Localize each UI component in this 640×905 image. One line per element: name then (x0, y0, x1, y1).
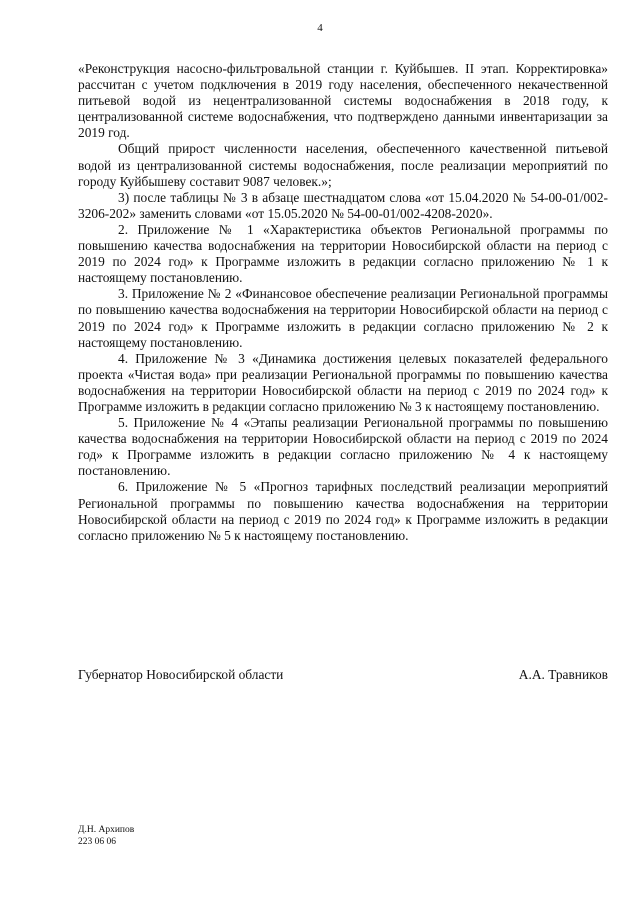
page-number: 4 (317, 22, 323, 34)
signature-block (78, 667, 608, 683)
executor-phone: 223 06 06 (78, 837, 116, 847)
signatory-name: А.А. Травников (518, 667, 608, 682)
executor-name: Д.Н. Архипов (78, 825, 135, 835)
paragraph-appendix-4: 5. Приложение № 4 «Этапы реализации Региональной программы по повышению качества водоснабжения на территории Новосибирской области на период с 2019 по 2024 год» к Программе изложить в редакции согласно приложению № 4 к настоящему постановлению. (78, 415, 608, 479)
signatory-position: Губернатор Новосибирской области (78, 667, 284, 682)
paragraph-continuation: «Реконструкция насосно-фильтровальной станции г. Куйбышев. II этап. Корректировка» рассчитан с учетом подключения в 2019 году населения, обеспеченного некачественной питьевой водой из нецентрализованной системы водоснабжения в 2018 году, к централизованной системе водоснабжения, что подтверждено данными инвентаризации за 2019 год. (78, 61, 608, 141)
paragraph-appendix-5: 6. Приложение № 5 «Прогноз тарифных последствий реализации мероприятий Региональной программы по повышению качества водоснабжения на территории Новосибирской области на период с 2019 по 2024 год» к Программе изложить в редакции согласно приложению № 5 к настоящему постановлению. (78, 479, 608, 543)
paragraph-item-3-table: 3) после таблицы № 3 в абзаце шестнадцатом слова «от 15.04.2020 № 54-00-01/002-3206-202» заменить словами «от 15.05.2020 № 54-00-01/002-4208-2020». (78, 189, 608, 221)
document-body (78, 61, 608, 544)
paragraph-population-growth: Общий прирост численности населения, обеспеченного качественной питьевой водой из централизованной системы водоснабжения, после реализации мероприятий по городу Куйбышеву составит 9087 человек.»; (78, 141, 608, 189)
paragraph-appendix-1: 2. Приложение № 1 «Характеристика объектов Региональной программы по повышению качества водоснабжения на территории Новосибирской области на период с 2019 по 2024 год» к Программе изложить в редакции согласно приложению № 1 к настоящему постановлению. (78, 221, 608, 286)
paragraph-appendix-3: 4. Приложение № 3 «Динамика достижения целевых показателей федерального проекта «Чистая вода» при реализации Региональной программы по повышению качества водоснабжения на территории Новосибирской области на период с 2019 по 2024 год» к Программе изложить в редакции согласно приложению № 3 к настоящему постановлению. (78, 350, 608, 414)
paragraph-appendix-2: 3. Приложение № 2 «Финансовое обеспечение реализации Региональной программы по повышению качества водоснабжения на территории Новосибирской области на период с 2019 по 2024 год» к Программе изложить в редакции согласно приложению № 2 к настоящему постановлению. (78, 286, 608, 350)
executor-block (78, 824, 134, 848)
